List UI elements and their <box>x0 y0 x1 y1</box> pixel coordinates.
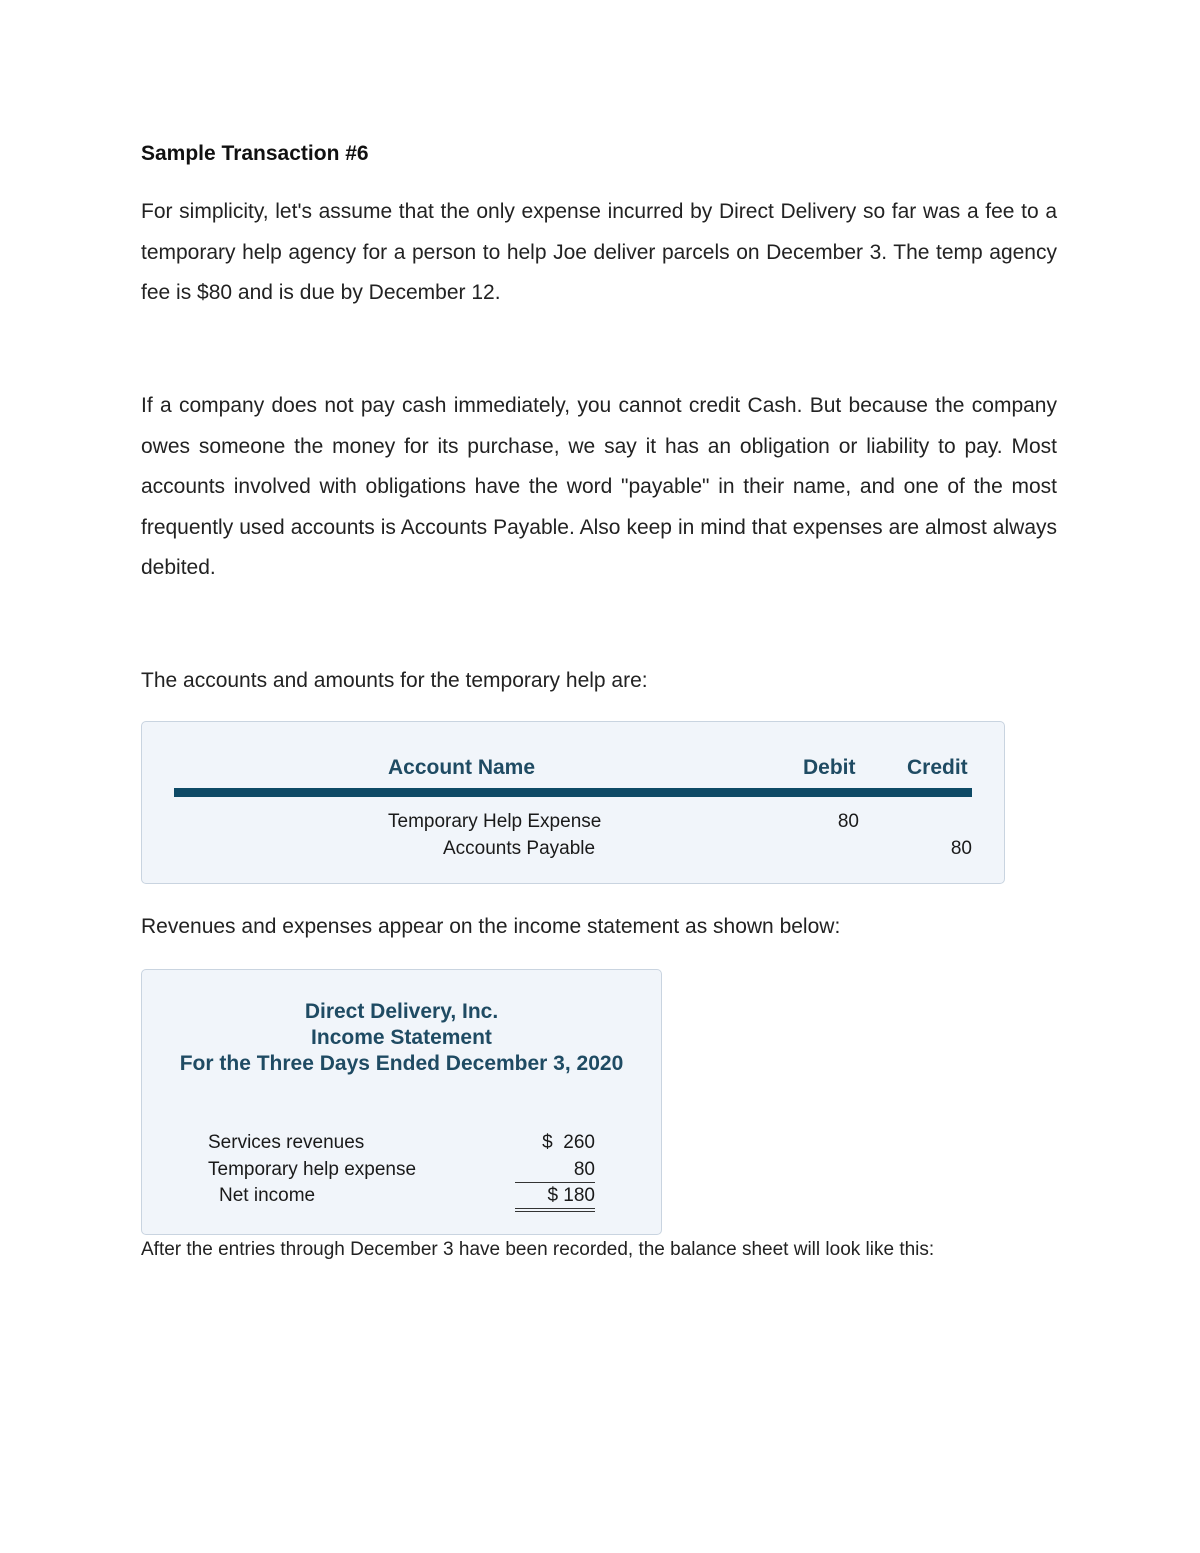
section-heading: Sample Transaction #6 <box>141 142 369 165</box>
total-double-underline-top <box>515 1208 595 1209</box>
income-row-net-label: Net income <box>219 1185 316 1206</box>
journal-entry-table <box>141 721 1005 884</box>
income-row-net-amount: $ 180 <box>547 1185 595 1206</box>
paragraph-accounts-lead: The accounts and amounts for the temporary help are: <box>141 669 648 692</box>
journal-row-1-account: Temporary Help Expense <box>388 811 602 832</box>
journal-row-2-account: Accounts Payable <box>443 838 596 859</box>
paragraph-balance-lead: After the entries through December 3 have been recorded, the balance sheet will look like this: <box>141 1239 935 1260</box>
paragraph-liability: If a company does not pay cash immediately, you cannot credit Cash. But because the company owes someone the money for its purchase, we say it has an obligation or liability to pay. Most accounts involved with obligations have the word "payable" in their name, and one of the most frequently used accounts is Accounts Payable. Also keep in mind that expenses are almost always debited. <box>141 394 1057 579</box>
debit-header: Debit <box>803 756 856 779</box>
paragraph-intro: For simplicity, let's assume that the only expense incurred by Direct Delivery so far was a fee to a temporary help agency for a person to help Joe deliver parcels on December 3. The temp agency fee is $80 and is due by December 12. <box>141 200 1057 304</box>
income-statement <box>141 969 662 1235</box>
income-statement-period: For the Three Days Ended December 3, 2020 <box>179 1052 624 1075</box>
subtotal-underline <box>515 1182 595 1183</box>
income-row-expense-amount: 80 <box>573 1159 595 1180</box>
income-statement-title: Income Statement <box>311 1026 492 1049</box>
income-company-name: Direct Delivery, Inc. <box>304 1000 499 1023</box>
credit-header: Credit <box>907 756 968 779</box>
income-row-revenue-label: Services revenues <box>208 1132 365 1153</box>
total-double-underline-bottom <box>515 1211 595 1212</box>
header-divider <box>174 788 972 797</box>
income-row-revenue-amount: $ 260 <box>542 1132 595 1153</box>
journal-row-2-credit: 80 <box>950 838 972 859</box>
income-row-expense-label: Temporary help expense <box>208 1159 417 1180</box>
account-name-header: Account Name <box>388 756 536 779</box>
journal-row-1-debit: 80 <box>837 811 859 832</box>
paragraph-income-lead: Revenues and expenses appear on the income statement as shown below: <box>141 915 841 938</box>
